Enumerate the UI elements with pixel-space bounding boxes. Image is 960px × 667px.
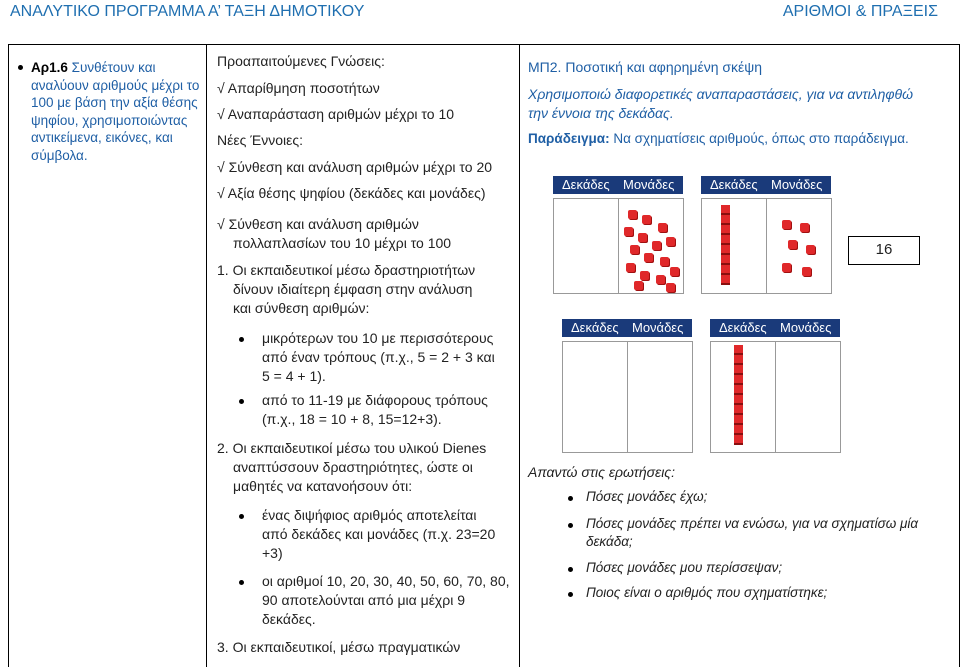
new-concept-item-cont: πολλαπλασίων του 10 μέχρι το 100 [233,235,452,251]
paragraph-line: μαθητές να κατανοήσουν ότι: [233,478,413,494]
unit-cube [788,240,797,249]
page-header [0,0,960,28]
new-concept-item: √ Σύνθεση και ανάλυση αριθμών [217,216,419,232]
paragraph-line: δίνουν ιδιαίτερη έμφαση στην ανάλυση [233,281,473,297]
bullet-line: από έναν τρόπους (π.χ., 5 = 2 + 3 και [262,349,495,365]
unit-cube [628,210,637,219]
objective-item [31,59,206,164]
units-label: Μονάδες [632,320,684,335]
intro-line: την έννοια της δεκάδας. [528,105,674,121]
unit-cube [644,253,653,262]
unit-cube [656,275,665,284]
place-value-header [701,176,831,194]
unit-cube [640,271,649,280]
units-label: Μονάδες [623,177,675,192]
objective-column [9,45,207,667]
tens-panel [562,341,628,453]
unit-cube [634,281,643,290]
new-concept-item: √ Αξία θέσης ψηφίου (δεκάδες και μονάδες) [217,185,486,201]
paragraph-line: 3. Οι εκπαιδευτικοί, μέσω πραγματικών [217,639,461,655]
bullet-dot [239,399,244,404]
prereq-item: √ Απαρίθμηση ποσοτήτων [217,80,380,96]
bullet-line: 90 αποτελούνται από μια μέχρι 9 [262,592,466,608]
new-concepts-title: Νέες Έννοιες: [217,132,303,148]
unit-cube [658,223,667,232]
units-label: Μονάδες [771,177,823,192]
paragraph-line: 2. Οι εκπαιδευτικοί μέσω του υλικού Dienes [217,440,487,456]
questions-title: Απαντώ στις ερωτήσεις: [528,464,675,480]
answer-box: 16 [848,236,920,265]
bullet-dot [568,592,573,597]
unit-cube [630,245,639,254]
tens-label: Δεκάδες [571,320,619,335]
question-item: Πόσες μονάδες πρέπει να ενώσω, για να σχηματίσω μία [586,516,919,531]
place-value-header [562,319,692,337]
units-label: Μονάδες [780,320,832,335]
unit-cube [782,263,791,272]
unit-cube [802,267,811,276]
bullet-line: 5 = 4 + 1). [262,368,326,384]
example-label: Παράδειγμα: [528,131,610,146]
objective-text: Συνθέτουν και αναλύουν αριθμούς μέχρι το 100 με βάση την αξία θέσης ψηφίου, χρησιμοποιώντας αντικείμενα, εικόνες, και σύμβολα. [31,60,200,163]
bullet-line: μικρότερων του 10 με περισσότερους [262,330,494,346]
place-value-header [710,319,840,337]
bullet-dot [568,523,573,528]
bullet-line: από δεκάδες και μονάδες (π.χ. 23=20 [262,526,496,542]
bullet-line: ένας διψήφιος αριθμός αποτελείται [262,507,477,523]
bullet-dot [239,514,244,519]
unit-cube [666,283,675,292]
ten-rod [734,345,743,445]
bullet-dot [568,496,573,501]
knowledge-column [207,45,520,667]
tens-panel [553,198,619,294]
example-text: Να σχηματίσεις αριθμούς, όπως στο παράδειγμα. [609,131,909,146]
place-value-header [553,176,683,194]
header-subject: ΑΡΙΘΜΟΙ & ΠΡΑΞΕΙΣ [782,3,938,20]
unit-cube [652,241,661,250]
unit-cube [666,237,675,246]
units-panel [766,198,832,294]
bullet-line: (π.χ., 18 = 10 + 8, 15=12+3). [262,411,442,427]
practice-column [520,45,958,667]
prereq-item: √ Αναπαράσταση αριθμών μέχρι το 10 [217,106,455,122]
question-item: Πόσες μονάδες μου περίσσεψαν; [586,560,783,575]
tens-panel [710,341,776,453]
paragraph-line: και σύνθεση αριθμών: [233,300,370,316]
units-panel [775,341,841,453]
question-item: Πόσες μονάδες έχω; [586,489,708,504]
tens-label: Δεκάδες [562,177,610,192]
tens-panel [701,198,767,294]
unit-cube [624,227,633,236]
bullet-dot [239,337,244,342]
unit-cube [800,223,809,232]
question-item: Ποιος είναι ο αριθμός που σχηματίστηκε; [586,585,828,600]
curriculum-table [8,44,960,667]
question-item-cont: δεκάδα; [586,534,633,549]
unit-cube [638,233,647,242]
unit-cube [660,257,669,266]
intro-line: Χρησιμοποιώ διαφορετικές αναπαραστάσεις, για να αντιληφθώ [528,86,913,102]
paragraph-line: αναπτύσσουν δραστηριότητες, ώστε οι [233,459,473,475]
bullet-line: +3) [262,545,283,561]
unit-cube [782,220,791,229]
unit-cube [626,263,635,272]
units-panel [627,341,693,453]
tens-label: Δεκάδες [719,320,767,335]
bullet-line: οι αριθμοί 10, 20, 30, 40, 50, 60, 70, 80, [262,573,510,589]
example-instruction [528,130,909,148]
prereq-title: Προαπαιτούμενες Γνώσεις: [217,53,385,69]
bullet-line: δεκάδες. [262,611,316,627]
bullet-line: από το 11-19 με διάφορους τρόπους [262,392,488,408]
bullet-dot [239,580,244,585]
header-title: ΑΝΑΛΥΤΙΚΟ ΠΡΟΓΡΑΜΜΑ Α’ ΤΑΞΗ ΔΗΜΟΤΙΚΟΥ [10,3,365,20]
paragraph-line: 1. Οι εκπαιδευτικοί μέσω δραστηριοτήτων [217,262,476,278]
unit-cube [670,267,679,276]
new-concept-item: √ Σύνθεση και ανάλυση αριθμών μέχρι το 20 [217,159,493,175]
tens-label: Δεκάδες [710,177,758,192]
unit-cube [642,215,651,224]
practice-title: ΜΠ2. Ποσοτική και αφηρημένη σκέψη [528,59,763,75]
bullet-dot [568,567,573,572]
objective-code: Αρ1.6 [31,60,68,75]
unit-cube [806,245,815,254]
ten-rod [721,205,730,285]
